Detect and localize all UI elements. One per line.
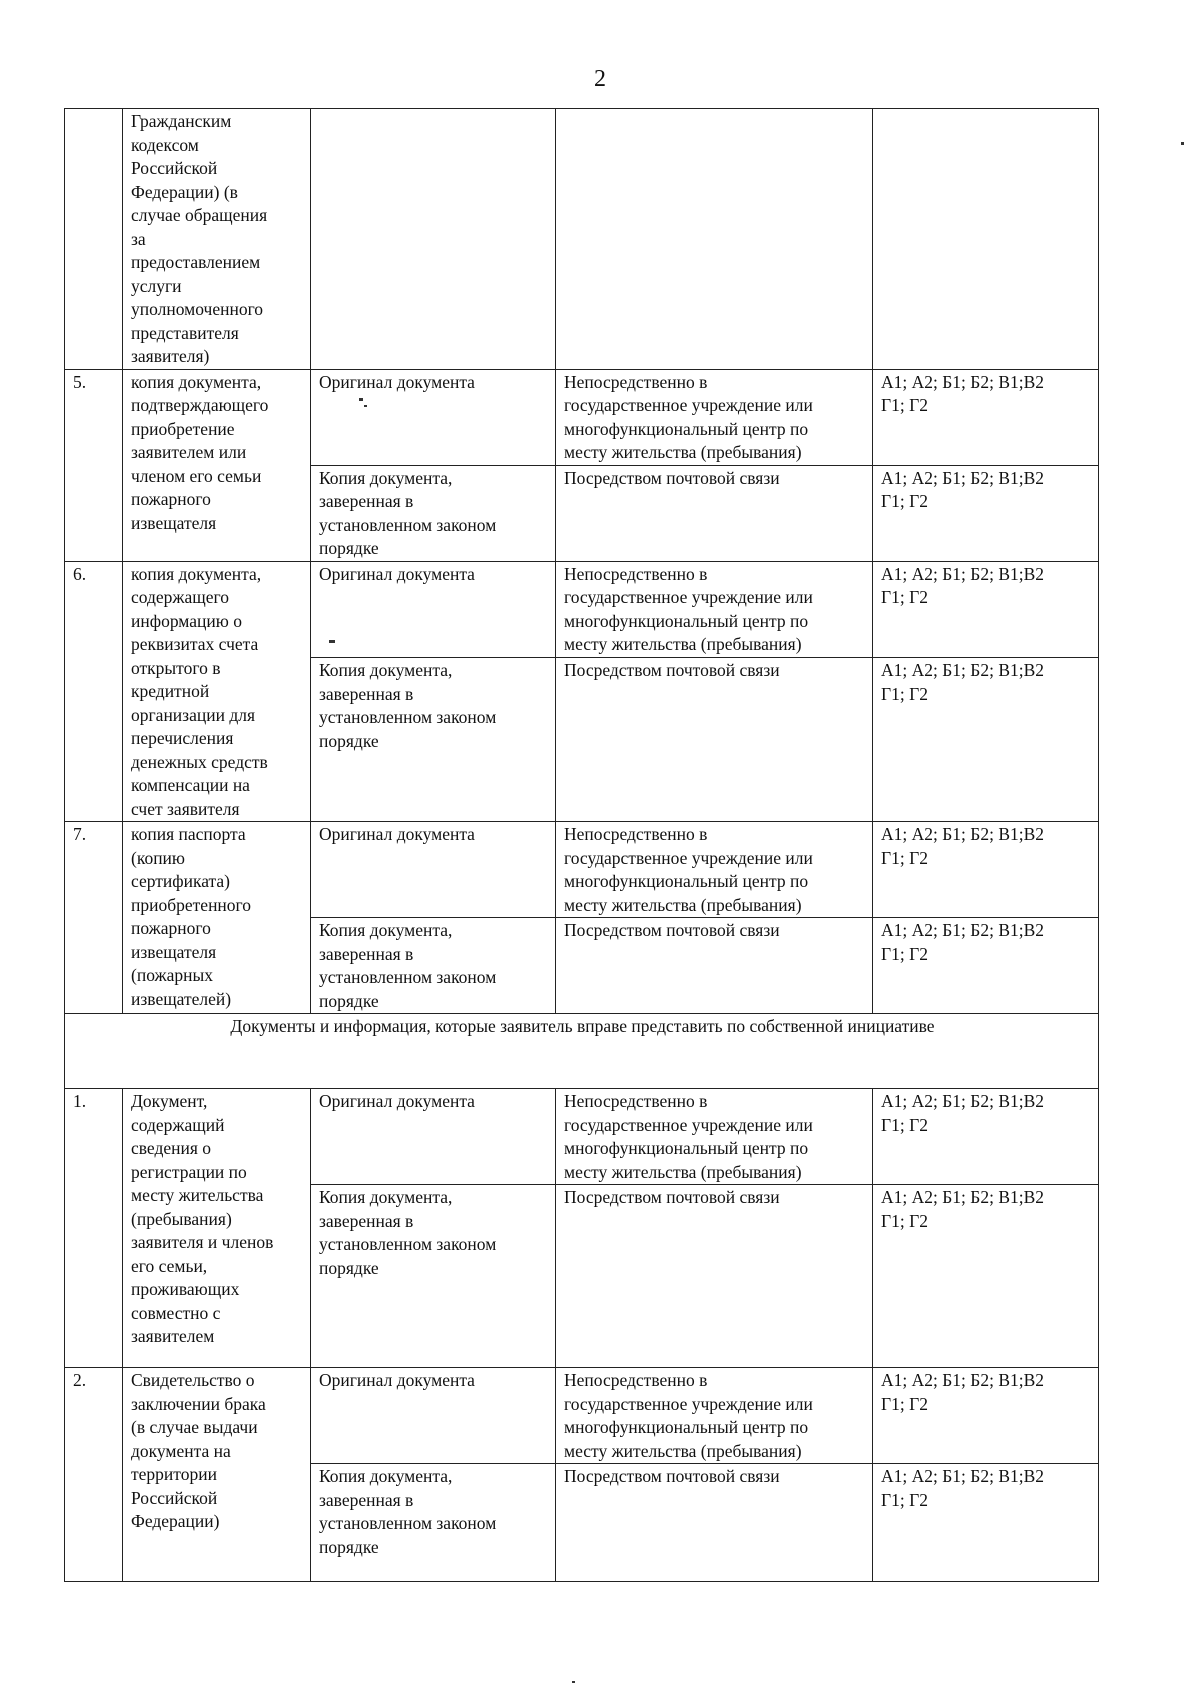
text-line: копия документа, xyxy=(131,371,262,392)
text-line: Оригинал документа xyxy=(319,1091,475,1111)
text-line: Г1; Г2 xyxy=(881,587,928,607)
text-line: Г1; Г2 xyxy=(881,683,928,704)
text-line: (в случае выдачи xyxy=(131,1417,258,1437)
table-row-continuation xyxy=(65,109,1099,370)
text-line: Документ, xyxy=(131,1091,208,1111)
text-line: информацию о xyxy=(131,610,242,631)
table-row xyxy=(65,822,1099,918)
text-line: приобретенного xyxy=(131,894,252,915)
text-line: пожарного xyxy=(131,918,211,938)
text-line: установленном законом xyxy=(319,1513,497,1533)
form-cell xyxy=(311,1464,556,1582)
text-line: А1; А2; Б1; Б2; В1;В2 xyxy=(881,1091,1045,1111)
text-line: порядке xyxy=(319,538,379,558)
text-line: Посредством почтовой связи xyxy=(564,1187,780,1207)
codes-cell xyxy=(873,561,1099,658)
text-line: за xyxy=(131,228,146,249)
text-line: заверенная в xyxy=(319,1210,414,1231)
text-line: Г1; Г2 xyxy=(881,395,928,415)
text-line: заверенная в xyxy=(319,943,414,964)
text-line: А1; А2; Б1; Б2; В1;В2 xyxy=(881,1466,1045,1486)
row-number-cell: 6. xyxy=(65,561,123,822)
text-line: извещателя xyxy=(131,512,217,533)
text-line: Посредством почтовой связи xyxy=(564,920,780,940)
text-line: совместно с xyxy=(131,1302,221,1323)
codes-cell xyxy=(873,918,1099,1014)
text-line: порядке xyxy=(319,990,379,1011)
codes-cell xyxy=(873,1368,1099,1464)
text-line: государственное учреждение или xyxy=(564,587,813,607)
text-line: Посредством почтовой связи xyxy=(564,1466,780,1486)
method-cell xyxy=(556,822,873,918)
text-line: порядке xyxy=(319,1257,379,1278)
text-line: государственное учреждение или xyxy=(564,1393,813,1414)
method-cell xyxy=(556,1185,873,1368)
text-line: А1; А2; Б1; Б2; В1;В2 xyxy=(881,467,1045,488)
text-line: А1; А2; Б1; Б2; В1;В2 xyxy=(881,660,1045,681)
form-cell xyxy=(311,465,556,561)
text-line: порядке xyxy=(319,1536,379,1557)
text-line: Копия документа, xyxy=(319,920,453,940)
text-line: счет заявителя xyxy=(131,798,240,819)
text-line: государственное учреждение или xyxy=(564,395,813,415)
text-line: месту жительства (пребывания) xyxy=(564,1161,802,1182)
text-line: месту жительства (пребывания) xyxy=(564,894,802,915)
text-line: месту жительства (пребывания) xyxy=(564,1440,802,1461)
method-cell xyxy=(556,465,873,561)
text-line: заявителя и членов xyxy=(131,1232,274,1252)
text-line: заверенная в xyxy=(319,491,414,511)
codes-cell xyxy=(873,369,1099,465)
form-cell xyxy=(311,369,556,465)
text-line: Г1; Г2 xyxy=(881,1114,928,1135)
document-name-cell xyxy=(123,1089,311,1368)
table-row xyxy=(65,369,1099,465)
text-line: услуги xyxy=(131,275,182,296)
method-cell xyxy=(556,109,873,370)
text-line: Копия документа, xyxy=(319,467,453,488)
text-line: организации для xyxy=(131,704,256,725)
text-line: извещателя xyxy=(131,941,217,962)
text-line: установленном законом xyxy=(319,1234,497,1254)
text-line: месту жительства xyxy=(131,1185,264,1205)
form-cell xyxy=(311,1185,556,1368)
text-line: Непосредственно в xyxy=(564,1091,708,1111)
scan-speck xyxy=(359,398,363,401)
text-line: Г1; Г2 xyxy=(881,1210,928,1231)
text-line: Г1; Г2 xyxy=(881,491,928,511)
text-line: случае обращения xyxy=(131,205,268,225)
text-line: документа на xyxy=(131,1440,231,1461)
method-cell xyxy=(556,561,873,658)
text-line: компенсации на xyxy=(131,775,250,795)
form-cell xyxy=(311,1089,556,1185)
text-line: заявителем xyxy=(131,1326,215,1346)
text-line: пожарного xyxy=(131,489,211,509)
text-line: А1; А2; Б1; Б2; В1;В2 xyxy=(881,1187,1045,1207)
text-line: кредитной xyxy=(131,681,210,701)
text-line: подтверждающего xyxy=(131,395,269,415)
row-number-cell: 7. xyxy=(65,822,123,1014)
text-line: А1; А2; Б1; Б2; В1;В2 xyxy=(881,824,1045,844)
scan-speck xyxy=(1181,142,1184,145)
documents-table xyxy=(64,108,1099,1582)
text-line: содержащего xyxy=(131,587,230,607)
text-line: проживающих xyxy=(131,1279,240,1299)
text-line: Г1; Г2 xyxy=(881,943,928,964)
text-line: реквизитах счета xyxy=(131,634,259,654)
text-line: Оригинал документа xyxy=(319,824,475,844)
text-line: заявителем или xyxy=(131,442,247,462)
text-line: многофункциональный центр по xyxy=(564,1417,809,1437)
document-name-cell xyxy=(123,1368,311,1582)
text-line: Непосредственно в xyxy=(564,371,708,392)
text-line: (пожарных xyxy=(131,965,213,985)
text-line: копия паспорта xyxy=(131,824,246,844)
codes-cell xyxy=(873,822,1099,918)
method-cell xyxy=(556,1464,873,1582)
document-name-cell xyxy=(123,822,311,1014)
text-line: Оригинал документа xyxy=(319,563,475,584)
text-line: государственное учреждение или xyxy=(564,847,813,868)
codes-cell xyxy=(873,1464,1099,1582)
text-line: Г1; Г2 xyxy=(881,1393,928,1414)
text-line: порядке xyxy=(319,730,379,751)
text-line: кодексом xyxy=(131,134,199,155)
text-line: Гражданским xyxy=(131,111,232,131)
text-line: А1; А2; Б1; Б2; В1;В2 xyxy=(881,920,1045,940)
text-line: установленном законом xyxy=(319,967,497,987)
text-line: извещателей) xyxy=(131,988,232,1009)
text-line: содержащий xyxy=(131,1114,225,1135)
text-line: Посредством почтовой связи xyxy=(564,467,780,488)
text-line: установленном законом xyxy=(319,707,497,728)
text-line: Г1; Г2 xyxy=(881,1489,928,1510)
text-line: Копия документа, xyxy=(319,660,453,681)
text-line: заключении брака xyxy=(131,1393,266,1414)
section-heading: Документы и информация, которые заявитель вправе представить по собственной инициативе xyxy=(65,1014,1099,1089)
text-line: А1; А2; Б1; Б2; В1;В2 xyxy=(881,1370,1045,1390)
text-line: многофункциональный центр по xyxy=(564,871,809,891)
text-line: государственное учреждение или xyxy=(564,1114,813,1135)
text-line: многофункциональный центр по xyxy=(564,610,809,631)
method-cell xyxy=(556,658,873,822)
method-cell xyxy=(556,918,873,1014)
text-line: многофункциональный центр по xyxy=(564,418,809,439)
codes-cell xyxy=(873,1089,1099,1185)
text-line: (пребывания) xyxy=(131,1208,232,1229)
row-number-cell: 1. xyxy=(65,1089,123,1368)
text-line: установленном законом xyxy=(319,514,497,535)
text-line: заверенная в xyxy=(319,1489,414,1510)
codes-cell xyxy=(873,465,1099,561)
text-line: приобретение xyxy=(131,418,235,439)
text-line: Свидетельство о xyxy=(131,1370,255,1390)
text-line: (копию xyxy=(131,847,185,868)
page-number: 2 xyxy=(594,66,606,92)
row-number-cell xyxy=(65,109,123,370)
text-line: сертификата) xyxy=(131,871,230,891)
scan-speck xyxy=(364,405,367,407)
text-line: заверенная в xyxy=(319,683,414,704)
text-line: Оригинал документа xyxy=(319,1370,475,1390)
text-line: перечисления xyxy=(131,728,234,748)
document-name-cell xyxy=(123,369,311,561)
text-line: представителя xyxy=(131,322,239,343)
text-line: Непосредственно в xyxy=(564,563,708,584)
form-cell xyxy=(311,561,556,658)
text-line: открытого в xyxy=(131,657,221,678)
scan-speck xyxy=(572,1681,575,1683)
method-cell xyxy=(556,1089,873,1185)
text-line: Непосредственно в xyxy=(564,1370,708,1390)
text-line: Оригинал документа xyxy=(319,371,475,392)
text-line: регистрации по xyxy=(131,1161,247,1182)
text-line: сведения о xyxy=(131,1138,212,1158)
document-name-cell xyxy=(123,109,311,370)
text-line: месту жительства (пребывания) xyxy=(564,442,802,462)
codes-cell xyxy=(873,1185,1099,1368)
table-row xyxy=(65,561,1099,658)
document-name-cell xyxy=(123,561,311,822)
row-number-cell: 5. xyxy=(65,369,123,561)
text-line: месту жительства (пребывания) xyxy=(564,634,802,654)
text-line: его семьи, xyxy=(131,1255,208,1276)
form-cell xyxy=(311,1368,556,1464)
method-cell xyxy=(556,1368,873,1464)
text-line: Г1; Г2 xyxy=(881,847,928,868)
codes-cell xyxy=(873,658,1099,822)
text-line: уполномоченного xyxy=(131,299,264,319)
text-line: копия документа, xyxy=(131,563,262,584)
table-row xyxy=(65,1368,1099,1464)
text-line: Российской xyxy=(131,158,218,178)
text-line: А1; А2; Б1; Б2; В1;В2 xyxy=(881,371,1045,392)
text-line: территории xyxy=(131,1464,217,1484)
text-line: Федерации) (в xyxy=(131,181,238,202)
text-line: многофункциональный центр по xyxy=(564,1138,809,1158)
text-line: Российской xyxy=(131,1487,218,1508)
text-line: А1; А2; Б1; Б2; В1;В2 xyxy=(881,563,1045,584)
text-line: предоставлением xyxy=(131,252,261,272)
text-line: Посредством почтовой связи xyxy=(564,660,780,681)
form-cell xyxy=(311,822,556,918)
text-line: Копия документа, xyxy=(319,1466,453,1486)
text-line: Копия документа, xyxy=(319,1187,453,1207)
table-row xyxy=(65,1089,1099,1185)
text-line: заявителя) xyxy=(131,346,210,366)
form-cell xyxy=(311,918,556,1014)
text-line: членом его семьи xyxy=(131,465,262,486)
text-line: Непосредственно в xyxy=(564,824,708,844)
codes-cell xyxy=(873,109,1099,370)
text-line: Федерации) xyxy=(131,1511,220,1531)
text-line: денежных средств xyxy=(131,751,268,772)
row-number-cell: 2. xyxy=(65,1368,123,1582)
method-cell xyxy=(556,369,873,465)
scan-speck xyxy=(329,640,335,643)
form-cell xyxy=(311,109,556,370)
form-cell xyxy=(311,658,556,822)
section-heading-row xyxy=(65,1014,1099,1089)
